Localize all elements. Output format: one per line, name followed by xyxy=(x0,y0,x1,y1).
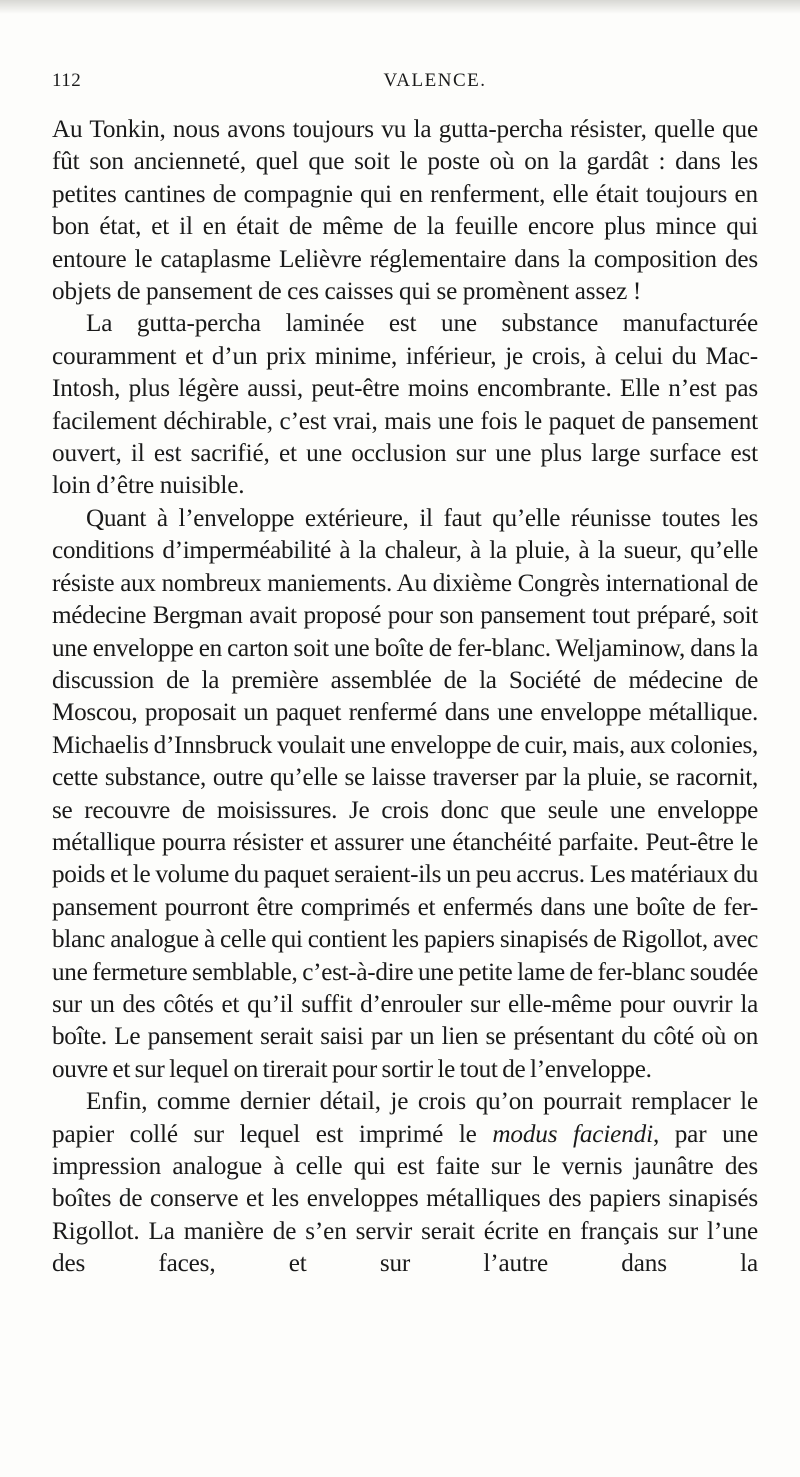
paragraph-1: Au Tonkin, nous avons toujours vu la gutta-percha résister, quelle que fût son ancienneté, quel que soit le poste où on la gardât : dans les petites cantines de compagnie qui en renferment, elle était toujours en bon état, et il en était de même de la feuille encore plus mince qui entoure le cataplasme Lelièvre réglementaire dans la composition des objets de pansement de ces caisses qui se promènent assez ! xyxy=(52,116,758,306)
paragraph-3: Quant à l’enveloppe extérieure, il faut qu’elle réunisse toutes les conditions d’imperméabilité à la chaleur, à la pluie, à la sueur, qu’elle résiste aux nombreux maniements. Au dixième Congrès international de médecine Bergman avait proposé pour son pansement tout préparé, soit une enveloppe en carton soit une boîte de fer-blanc. Weljaminow, dans la discussion de la première assemblée de la Société de médecine de Moscou, proposait un paquet renfermé dans une enveloppe métallique. Michaelis d’Innsbruck voulait une enveloppe de cuir, mais, aux colonies, cette substance, outre qu’elle se laisse traverser par la pluie, se racornit, se recouvre de moisissures. Je crois donc que seule une enveloppe métallique pourra résister et assurer une étanchéité parfaite. Peut-être le poids et le volume du paquet seraient-ils un peu accrus. Les matériaux du pansement pourront être comprimés et enfermés dans une boîte de fer-blanc analogue à celle qui contient les papiers sinapisés de Rigollot, avec une fermeture semblable, c’est-à-dire une petite lame de fer-blanc soudée sur un des côtés et qu’il suffit d’enrouler sur elle-même pour ouvrir la boîte. Le pansement serait saisi par un lien se présentant du côté où on ouvre et sur lequel on tirerait pour sortir le tout de l’enveloppe. xyxy=(52,504,758,1083)
running-title: VALENCE. xyxy=(383,70,487,91)
page-top-edge xyxy=(0,0,800,14)
paragraph-4-lead: Enfin, comme dernier détail, je crois qu’on pourrait remplacer le papier collé sur lequel est imprimé le xyxy=(52,1088,758,1148)
page-number: 112 xyxy=(52,70,82,91)
paragraph-4-rest: , par une impression analogue à celle qui est faite sur le vernis jaunâtre des boîtes de conserve et les enveloppes métalliques des papiers sinapisés Rigollot. La manière de s’en servir serait écrite en français sur l’une des faces, et sur l’autre dans la xyxy=(52,1120,758,1278)
running-head xyxy=(52,70,758,96)
italic-phrase: modus faciendi xyxy=(492,1120,653,1148)
paragraph-2: La gutta-percha laminée est une substance manufacturée couramment et d’un prix minime, inférieur, je crois, à celui du Mac-Intosh, plus légère aussi, peut-être moins encombrante. Elle n’est pas facilement déchirable, c’est vrai, mais une fois le paquet de pansement ouvert, il est sacrifié, et une occlusion sur une plus large surface est loin d’être nuisible. xyxy=(52,310,758,500)
body-text xyxy=(52,114,758,1281)
paragraph-4 xyxy=(52,1086,758,1280)
